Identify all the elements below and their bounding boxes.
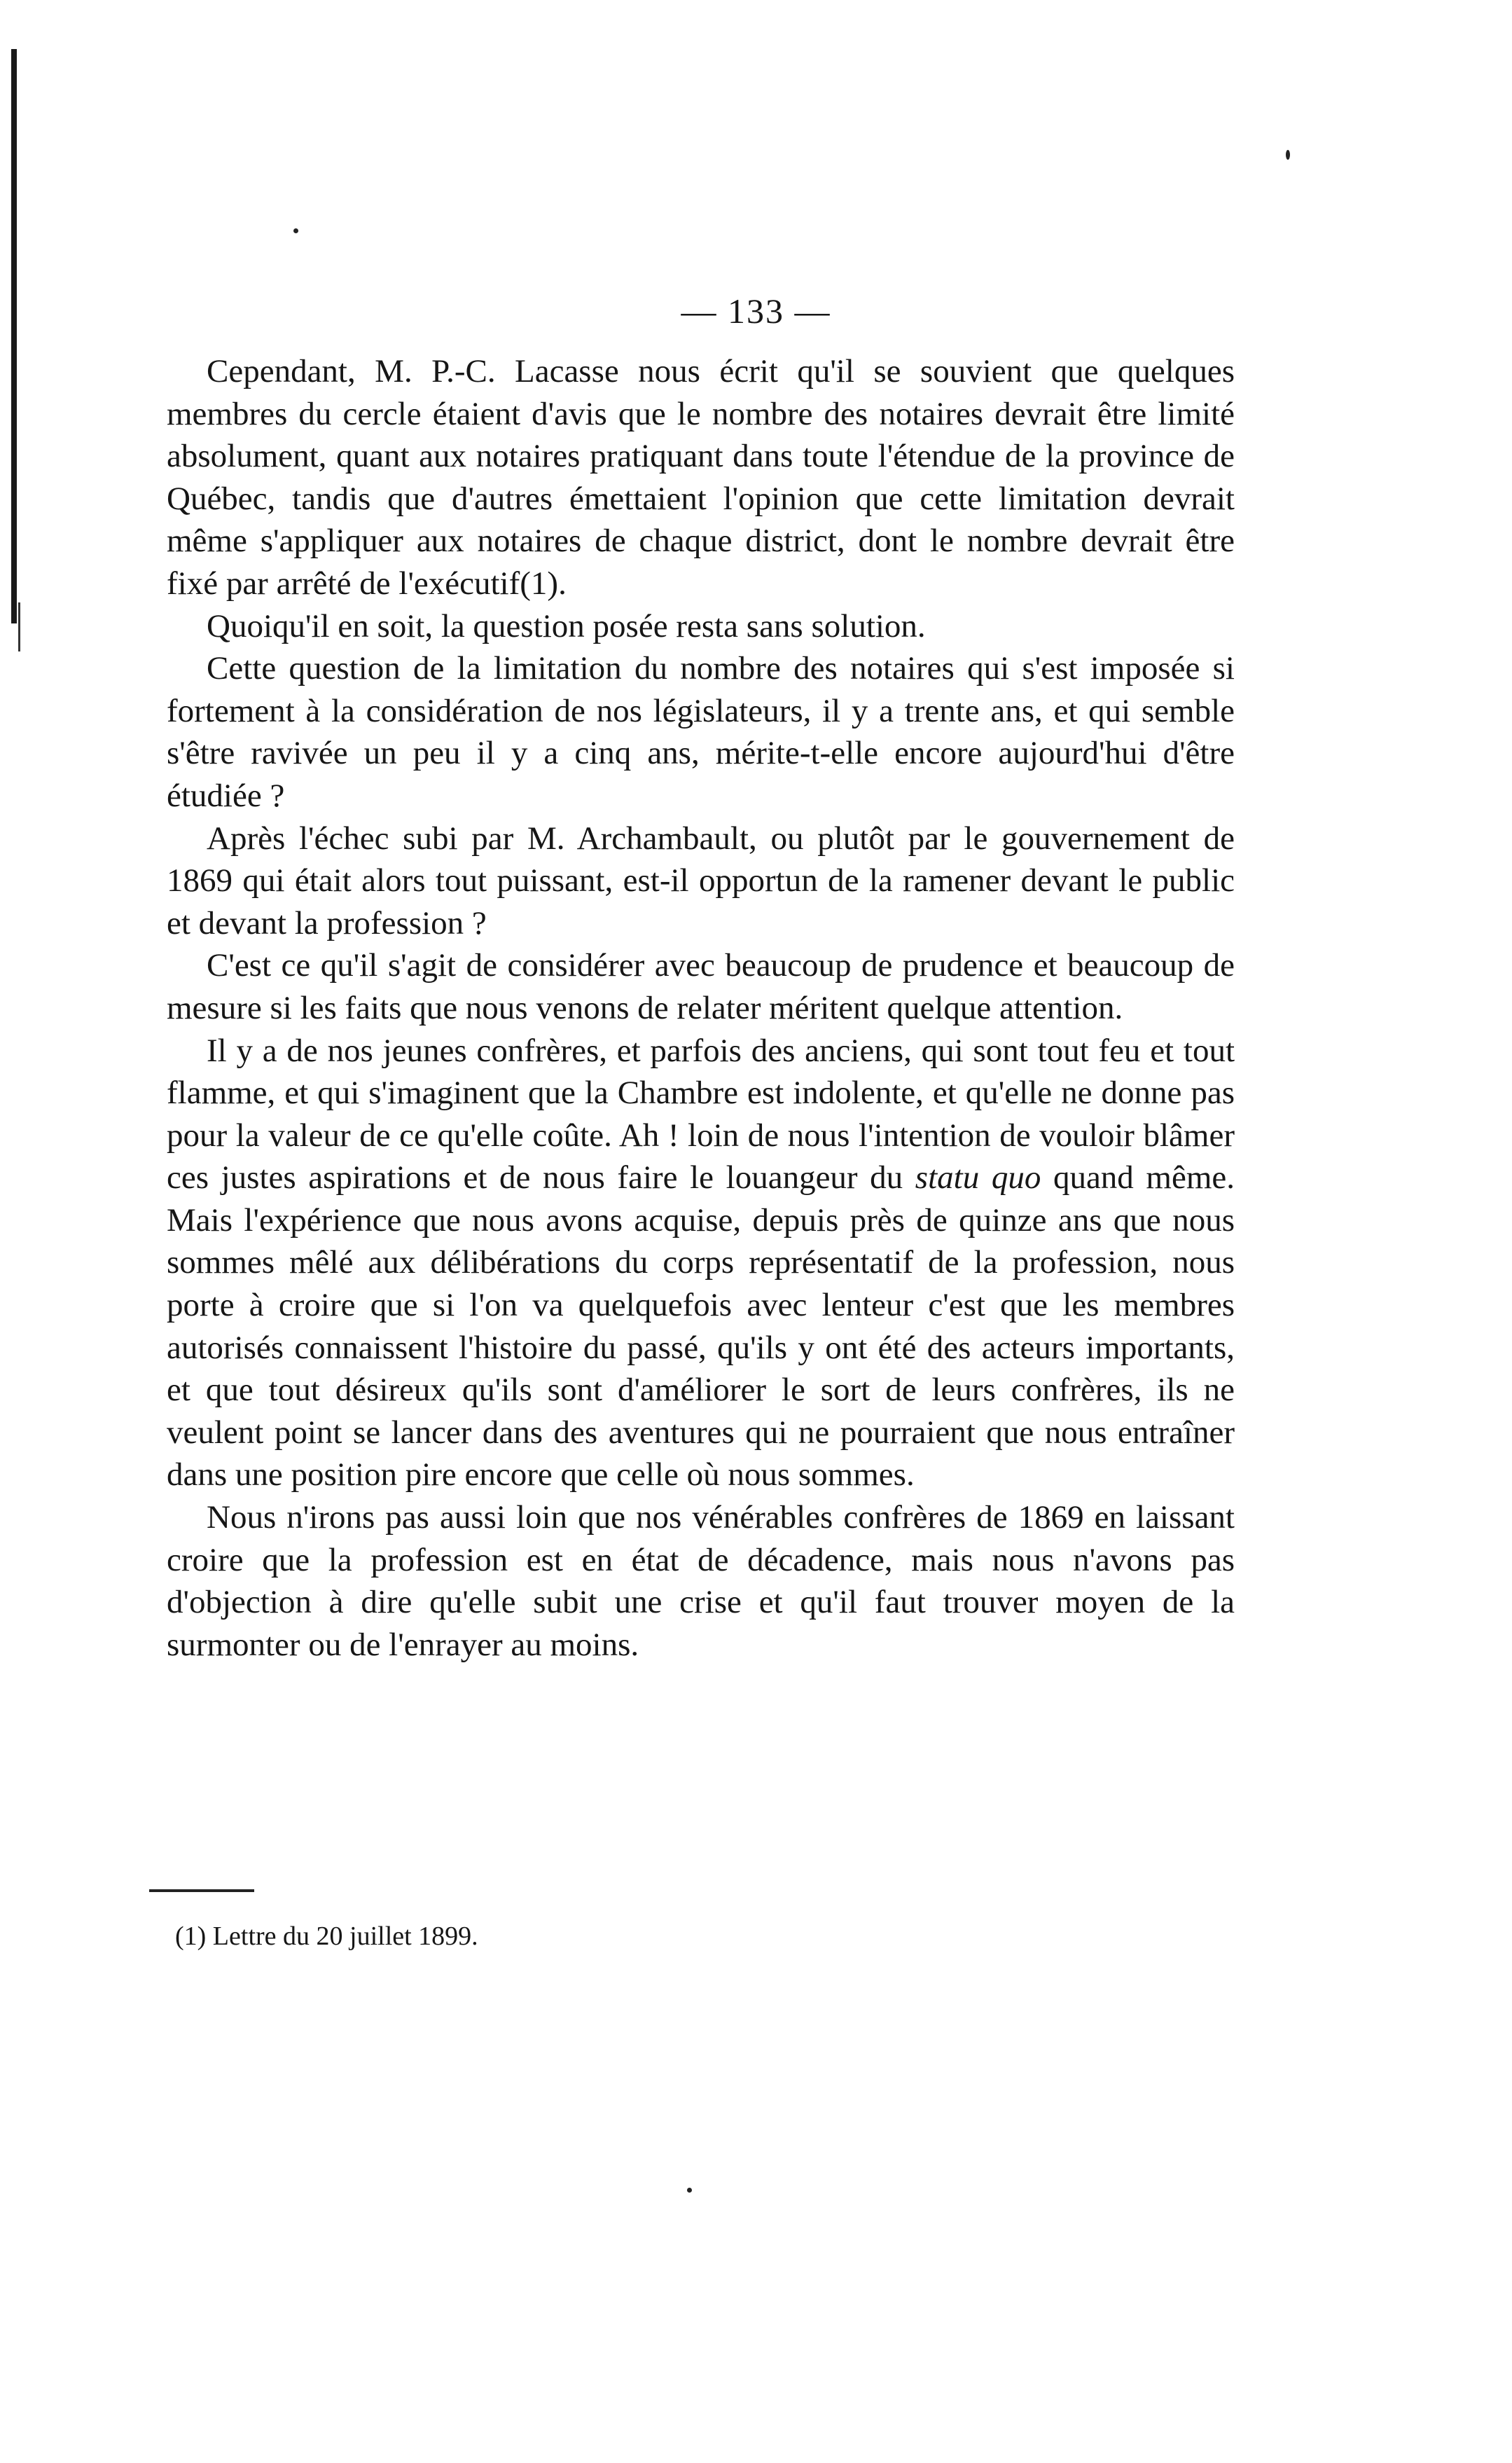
italic-phrase: statu quo — [915, 1159, 1041, 1196]
scan-speck — [687, 2188, 692, 2193]
scan-speck — [293, 228, 298, 233]
body-text — [167, 350, 1235, 1666]
footnote: (1) Lettre du 20 juillet 1899. — [175, 1922, 478, 1951]
paragraph: Après l'échec subi par M. Archambault, ou plutôt par le gouvernement de 1869 qui était alors tout puissant, est-il opportun de la ramener devant le public et devant la profession ? — [167, 820, 1235, 941]
scan-edge-mark — [18, 602, 20, 651]
paragraph: C'est ce qu'il s'agit de considérer avec beaucoup de prudence et beaucoup de mesure si les faits que nous venons de relater méritent quelque attention. — [167, 947, 1235, 1026]
paragraph: Cette question de la limitation du nombre des notaires qui s'est imposée si fortement à la considération de nos législateurs, il y a trente ans, et qui semble s'être ravivée un peu il y a cinq ans, mérite-t-elle encore aujourd'hui d'être étudiée ? — [167, 650, 1235, 814]
paragraph: Quoiqu'il en soit, la question posée resta sans solution. — [207, 607, 926, 644]
paragraph: Il y a de nos jeunes confrères, et parfois des anciens, qui sont tout feu et tout flamme, et qui s'imaginent que la Chambre est indolente, et qu'elle ne donne pas pour la valeur de ce qu'elle coûte. Ah ! loin de nous l'intention de vouloir blâmer ces justes aspirations et de nous faire le louangeur du statu quo quand même. Mais l'expérience que nous avons acquise, depuis près de quinze ans que nous sommes mêlé aux délibérations du corps représentatif de la profession, nous porte à croire que si l'on va quelquefois avec lenteur c'est que les membres autorisés connaissent l'histoire du passé, qu'ils y ont été des acteurs importants, et que tout désireux qu'ils sont d'améliorer le sort de leurs confrères, ils ne veulent point se lancer dans des aventures qui ne pourraient que nous entraîner dans une position pire encore que celle où nous sommes. — [167, 1032, 1235, 1493]
scan-edge-rule — [11, 49, 17, 623]
page-number: — 133 — — [681, 291, 831, 331]
paragraph: Nous n'irons pas aussi loin que nos vénérables confrères de 1869 en laissant croire que la profession est en état de décadence, mais nous n'avons pas d'objection à dire qu'elle subit une crise et qu'il faut trouver moyen de la surmonter ou de l'enrayer au moins. — [167, 1499, 1235, 1663]
scan-speck — [1286, 150, 1290, 160]
footnote-separator — [149, 1889, 254, 1892]
paragraph: Cependant, M. P.-C. Lacasse nous écrit qu'il se souvient que quelques membres du cercle étaient d'avis que le nombre des notaires devrait être limité absolument, quant aux notaires pratiquant dans toute l'étendue de la province de Québec, tandis que d'autres émettaient l'opinion que cette limitation devrait même s'appliquer aux notaires de chaque district, dont le nombre devrait être fixé par arrêté de l'exécutif(1). — [167, 353, 1235, 602]
